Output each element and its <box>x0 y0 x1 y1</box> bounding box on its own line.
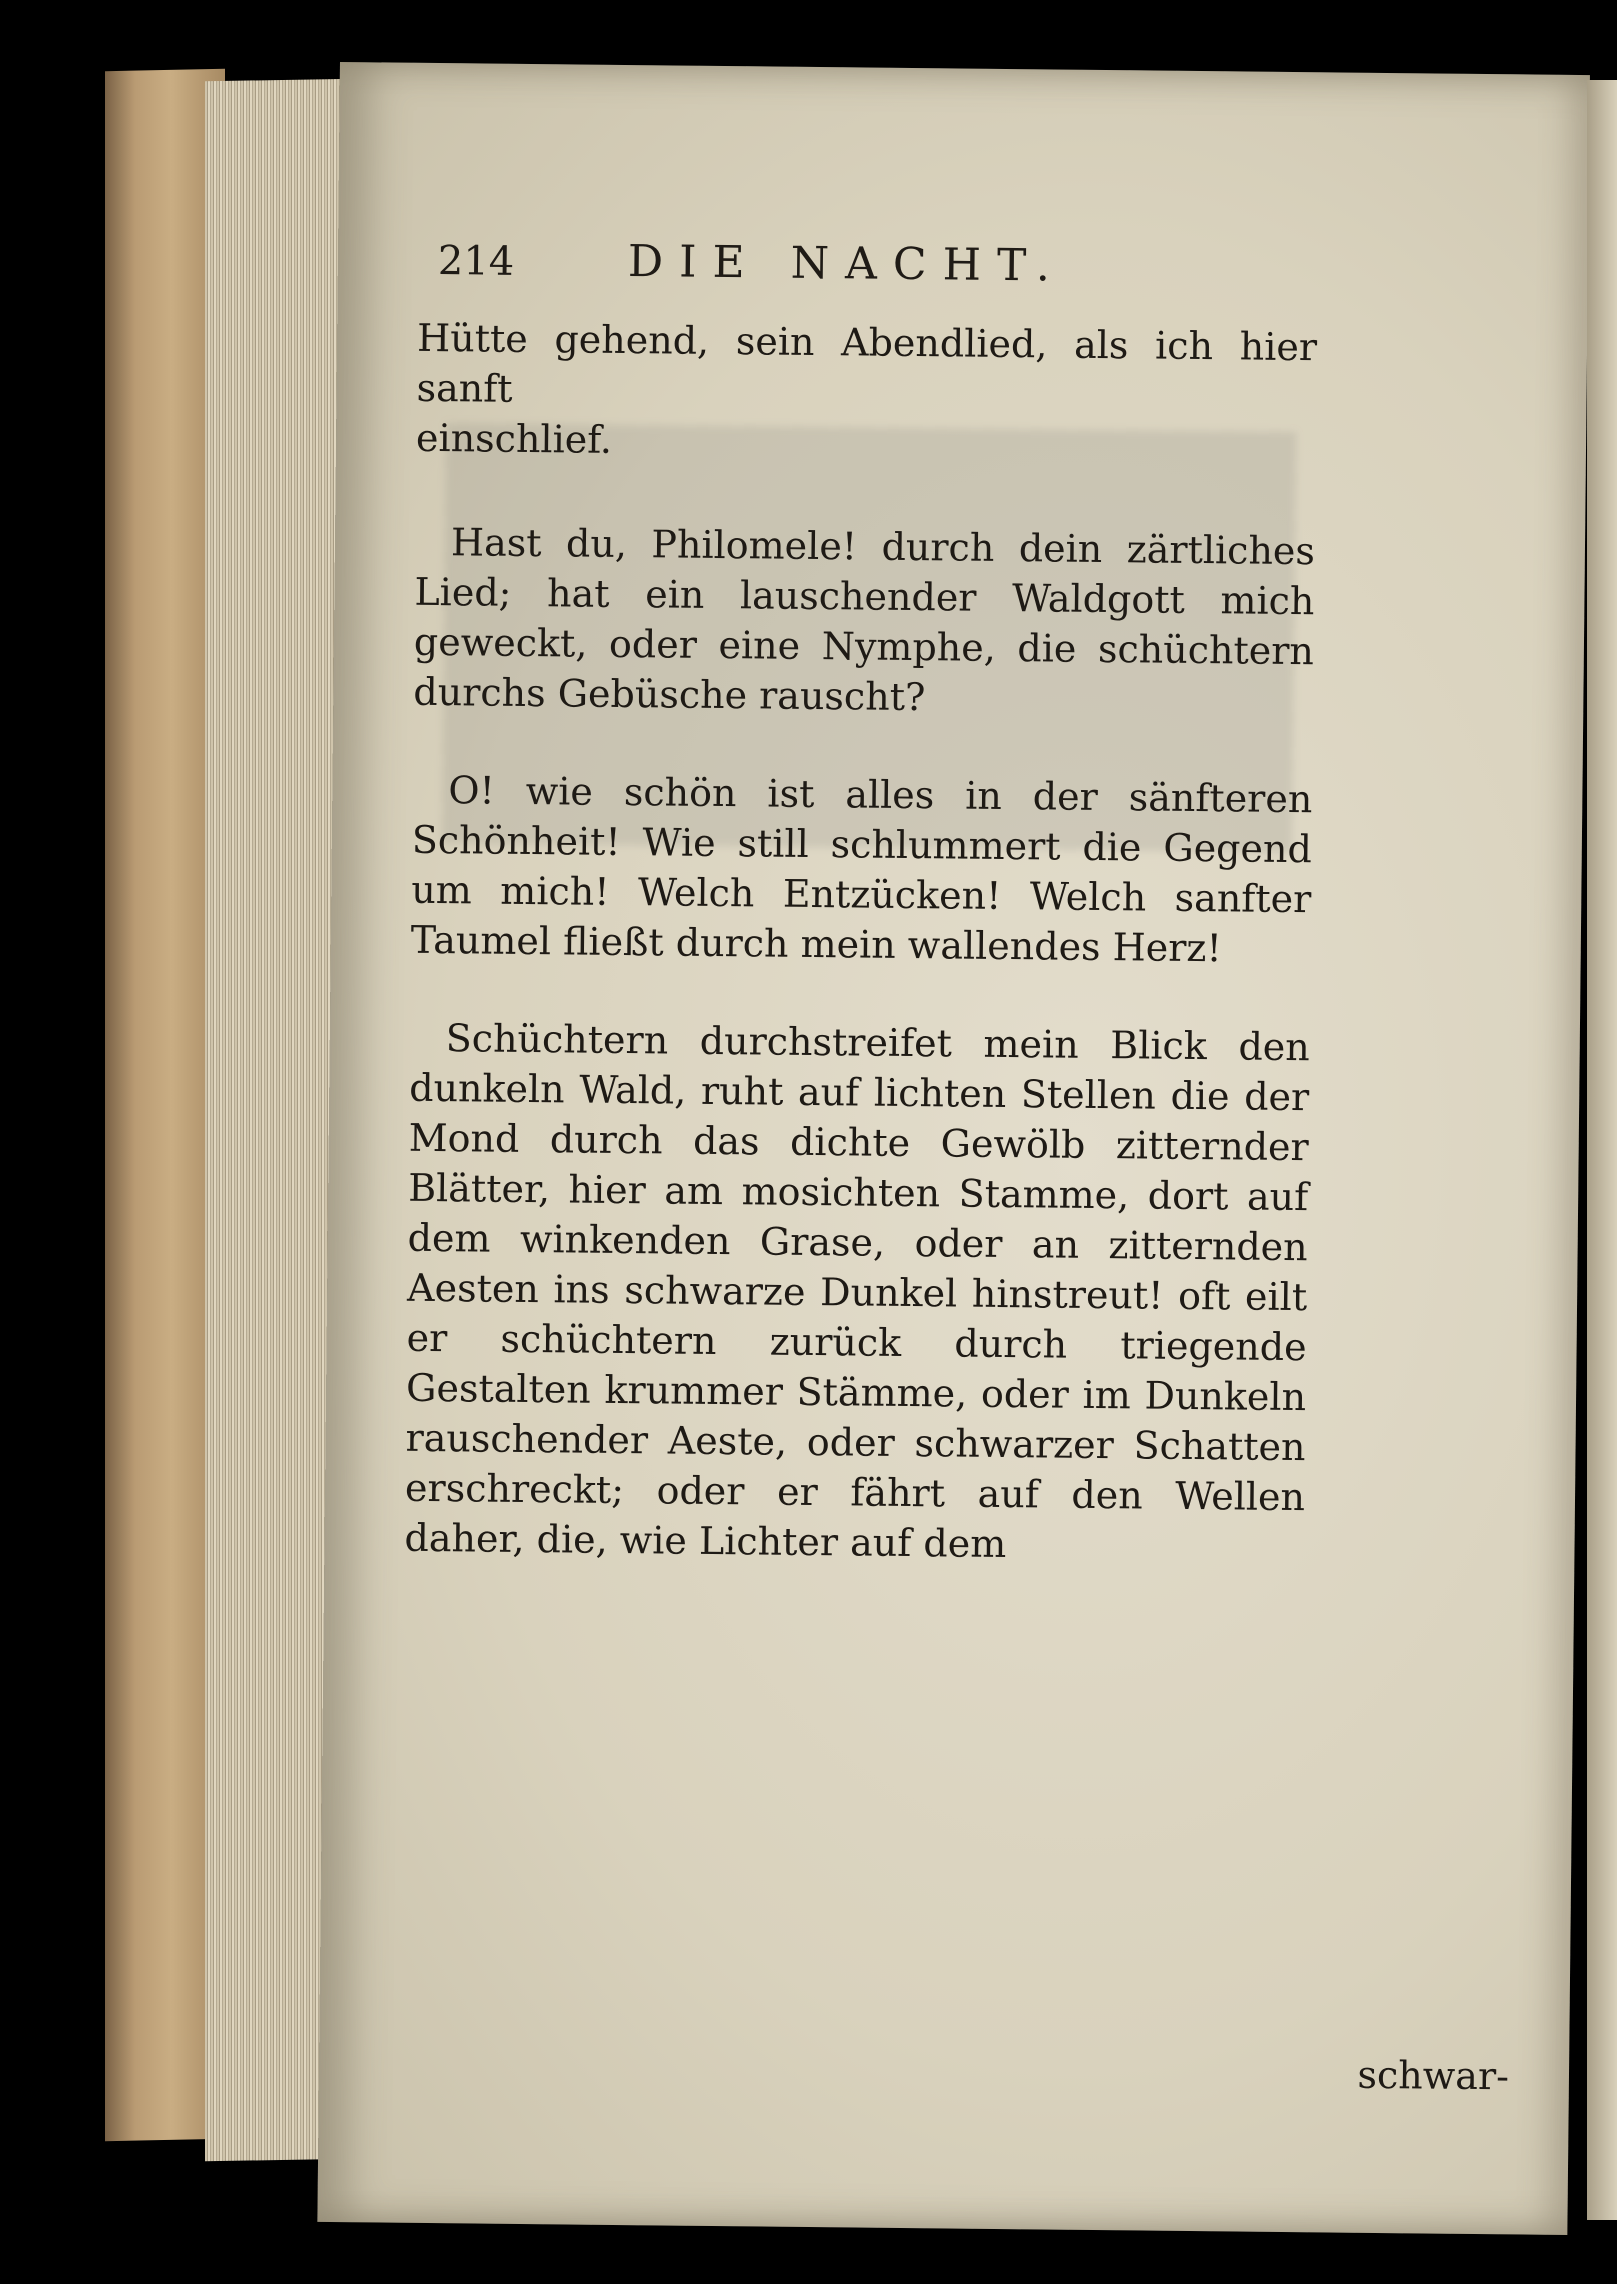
paragraph-4: Schüchtern durchstreifet mein Blick den dunkeln Wald, ruht auf lichten Stellen die der Mond durch das dichte Gewölb zitternder Blätter, hier am mosichten Stamme, dort auf dem winkenden Grase, oder an zitternden Aesten ins schwarze Dunkel hinstreut! oft eilt er schüchtern zurück durch triegende Gestalten krummer Stämme, oder im Dunkeln rauschender Aeste, oder schwarzer Schatten erschreckt; oder er fährt auf den Wellen daher, die, wie Lichter auf dem <box>404 1016 1310 1567</box>
facing-page-edge <box>1587 80 1617 2220</box>
page-header <box>437 238 1298 317</box>
paragraph-1: Hütte gehend, sein Abendlied, als ich hier sanft einschlief. <box>415 315 1318 462</box>
paragraph-3: O! wie schön ist alles in der sänfteren Schönheit! Wie still schlummert die Gegend um mich! Welch Entzücken! Welch sanfter Taumel fließt durch mein wallendes Herz! <box>410 768 1313 971</box>
body-text <box>404 313 1318 1620</box>
book-page <box>317 62 1590 2235</box>
running-head: DIE NACHT. <box>627 236 1067 292</box>
page-number: 214 <box>437 238 515 285</box>
paragraph-2: Hast du, Philomele! durch dein zärtliches Lied; hat ein lauschender Waldgott mich geweckt, oder eine Nymphe, die schüchtern durchs Gebüsche rauscht? <box>413 520 1316 720</box>
catchword: schwar- <box>1357 2052 1510 2099</box>
